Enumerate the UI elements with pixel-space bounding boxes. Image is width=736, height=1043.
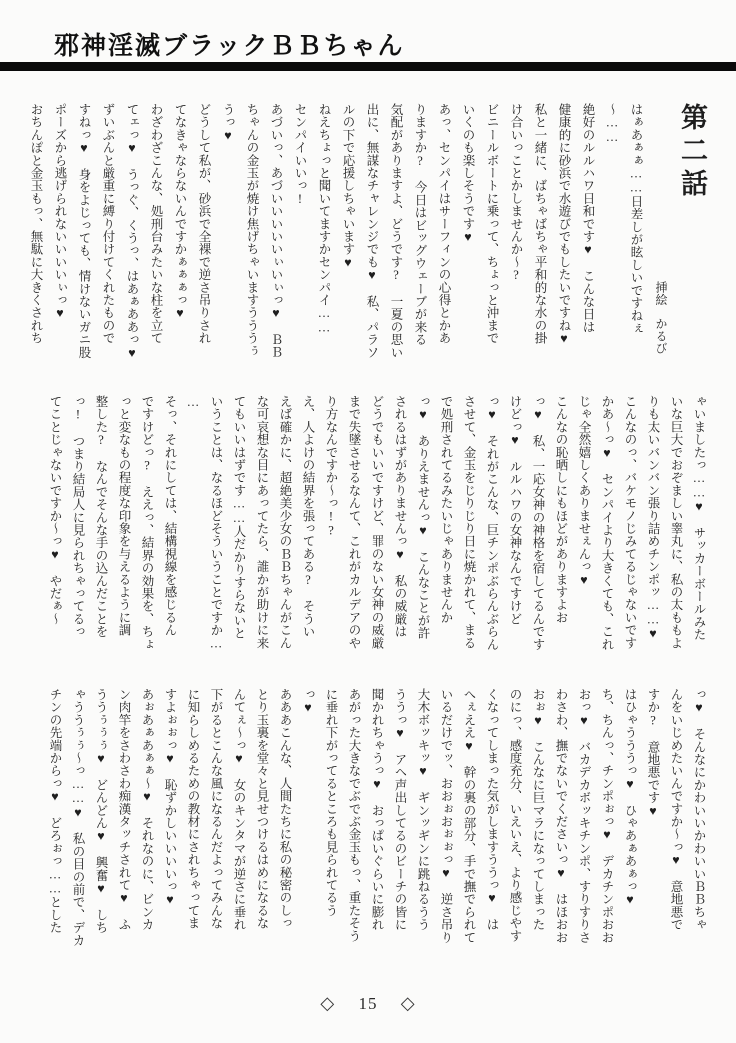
- text-column: ポーズから逃げられないいいいぃっ♥: [53, 103, 67, 321]
- text-column: 大木ボッキッ♥ ギンッギンに跳ねるうう: [416, 688, 430, 931]
- text-column: っ♥ そんなにかわいいかわいいＢＢちゃ: [692, 688, 706, 931]
- text-column: わざわざこんな、処刑台みたいな柱を立て: [149, 103, 163, 345]
- chapter-heading: 第二話: [677, 103, 707, 202]
- text-column: りも太いバンバン張り詰めチンポッ……♥: [646, 395, 660, 641]
- text-column: へぇええ♥ 幹の裏の部分、手で撫でられて: [462, 688, 476, 944]
- text-column: えば確かに、超絶美少女のＢＢちゃんがこん: [278, 395, 292, 649]
- text-column: っ♥ それがこんな、巨チンポぶらんぶらん: [485, 395, 499, 651]
- text-column: どうでもいいですけど、罪のない女神の威厳: [370, 395, 384, 649]
- title-divider-bar: [0, 62, 736, 71]
- text-column: りますか? 今日はビッグウェーブが来る: [413, 103, 427, 346]
- text-column: な可哀想な目にあってたら、誰かが助けに来: [255, 395, 269, 649]
- text-column: ルの下で応援しちゃいます♥: [341, 103, 355, 270]
- text-column: とり玉裏を堂々と見せつけるはめになるな: [255, 688, 269, 930]
- text-column: 健康的に砂浜で水遊びでもしたいですね♥: [557, 103, 571, 346]
- text-column: させて、金玉をじりじり日に焼かれて、まる: [462, 395, 476, 649]
- text-column: 気配がありますよ、どうです? 一夏の思い: [389, 103, 403, 359]
- diamond-ornament-right: ◇: [400, 993, 416, 1013]
- text-column: くなってしまった気がしますううっ♥ は: [485, 688, 499, 931]
- text-column: っ♥ 私、一応女神の神格を宿してるんです: [531, 395, 545, 651]
- text-column: かあ〜っ♥ センパイより大きくても、これ: [600, 395, 614, 651]
- page-number: 15: [358, 994, 378, 1013]
- text-column: チンの先端からっ♥ どろぉっ……とした: [48, 688, 62, 934]
- text-column: ゃいましたっ……♥ サッカーボールみた: [692, 395, 706, 641]
- text-column: あづいっ、あづいいいいいぃいぃっ♥ ＢＢ: [269, 103, 283, 359]
- text-column: はぁあぁぁ……日差しが眩しいですねぇ: [629, 103, 643, 335]
- text-column: いうことは、なるほどそういうことですか…: [209, 395, 223, 651]
- text-column: けどっ♥ ルルハワの女神なんですけど: [508, 395, 522, 626]
- text-column: のにっ、感度充分、いえいえ、より感じやす: [508, 688, 522, 942]
- text-column: すねっ♥ 身をよじっても、情けないガニ股: [77, 103, 91, 359]
- text-column: てェっ♥ うっぐ、くうっ、はあぁああっ♥: [125, 103, 139, 360]
- text-column: あがった大きなでぶでぶ金玉もっ、重たそう: [347, 688, 361, 942]
- text-column: てなきゃならないんですかぁぁぁっ♥: [173, 103, 187, 321]
- text-column: 私と一緒に、ばちゃばちゃ平和的な水の掛: [533, 103, 547, 345]
- text-column: まで失墜させるなんて、これがカルデアのや: [347, 395, 361, 649]
- text-column: え、人よけの結界を張ってある? そうい: [301, 395, 315, 638]
- text-column: おちんぽと金玉もっ、無駄に大きくされち: [29, 103, 43, 345]
- text-column: ずいぶんと厳重に縛り付けてくれたもので: [101, 103, 115, 345]
- text-column: ゃううぅぅ〜っ……♥ 私の目の前で、デカ: [71, 688, 85, 947]
- text-column: っ! つまり結局人に見られちゃってるっ: [71, 395, 85, 638]
- text-column: 整した? なんでそんな手の込んだことを: [94, 395, 108, 638]
- text-column: おぉ♥ こんなに巨マラになってしまった: [531, 688, 545, 931]
- illustration-credit: 挿絵 かるび: [654, 281, 668, 355]
- text-column: こんなのっ、バケモノじみてるじゃないです: [623, 395, 637, 649]
- text-column: 出に、無謀なチャレンジでも♥ 私、パラソ: [365, 103, 379, 359]
- text-column: わさわ、撫でないでくださいっ♥ はほおお: [554, 688, 568, 944]
- text-column: っ♥: [301, 688, 315, 715]
- text-column: け合いっことかしませんか〜?: [509, 103, 523, 283]
- page-footer: [0, 993, 736, 1014]
- text-column: はひゃうううっ♥ ひゃあぁあぁっ♥: [623, 688, 637, 907]
- text-band-3: [43, 688, 710, 956]
- text-column: 絶好のルルハワ日和です♥ こんな日は: [581, 103, 595, 334]
- text-column: おっ♥ バカデカボッキチンポ、すりすりさ: [577, 688, 591, 944]
- text-column: うっ♥: [221, 103, 235, 143]
- text-column: んをいじめたいんですか〜っ♥ 意地悪で: [669, 688, 683, 931]
- text-column: いな巨大でおぞましい睾丸に、私の太ももよ: [669, 395, 683, 649]
- text-column: 下がるとこんな風になるんだよってみんな: [209, 688, 223, 930]
- text-column: ですけどっ? ええっ、結界の効果を、ちょ: [140, 395, 154, 651]
- text-column: いくのも楽しそうです♥: [461, 103, 475, 245]
- page-title: 邪神淫滅ブラックＢＢちゃん: [54, 33, 405, 60]
- text-column: あああこんな、人間たちに私の秘密のしっ: [278, 688, 292, 930]
- text-column: どうして私が、砂浜で全裸で逆さ吊りされ: [197, 103, 211, 345]
- text-column: に知らしめるための教材にされちゃってま: [186, 688, 200, 930]
- text-column: すよぉぉっ♥ 恥ずかしいいいいっ♥: [163, 688, 177, 907]
- diamond-ornament-left: ◇: [320, 993, 336, 1013]
- text-column: そっ、それにしては、結構視線を感じるん: [163, 395, 177, 637]
- text-column: てことじゃないですか〜っ♥ やだぁ〜: [48, 395, 62, 626]
- text-column: ビニールボートに乗って、ちょっと沖まで: [485, 103, 499, 345]
- text-column: てもいいはずです……人だかりすらないと: [232, 395, 246, 640]
- text-column: に垂れ下がってるところも見られてるう: [324, 688, 338, 917]
- text-column: ううっ♥ アヘ声出してるのビーチの皆に: [393, 688, 407, 931]
- text-column: されるはずがありませんっ♥ 私の威厳は: [393, 395, 407, 638]
- text-column: いるだけでッ、おおぉおぉぉっ♥ 逆さ吊り: [439, 688, 453, 944]
- text-column: ねえちょっと聞いてますかセンパイ……: [317, 103, 331, 335]
- text-column: り方なんですか〜っ!?: [324, 395, 338, 538]
- text-column: ン肉竿をさわさわ痴漢タッチされて♥ ふ: [117, 688, 131, 931]
- text-column: ううぅぅぅ♥ どんどん♥ 興奮♥ しち: [94, 688, 108, 934]
- text-column: あっ、センパイはサーフィンの心得とかあ: [437, 103, 451, 345]
- text-column: っと変なもの程度な印象を与えるように調: [117, 395, 131, 637]
- text-column: っ♥ ありえませんっ♥ こんなことが許: [416, 395, 430, 640]
- text-column: …: [186, 395, 200, 410]
- text-column: ちゃんの金玉が焼け焦げちゃいますうううぅ: [245, 103, 259, 357]
- text-band-2: [43, 395, 710, 663]
- text-band-1: [24, 103, 710, 371]
- text-column: 〜……: [605, 103, 619, 145]
- text-column: すか? 意地悪です♥: [646, 688, 660, 818]
- text-column: センパイいいっ!: [293, 103, 307, 207]
- text-column: あぉあぁあぁぁ〜♥ それなのに、ビンカ: [140, 688, 154, 931]
- text-column: んてぇ〜っ♥ 女のキンタマが逆さに垂れ: [232, 688, 246, 931]
- text-column: 聞かれちゃうっ♥ おっぱいぐらいに膨れ: [370, 688, 384, 931]
- text-column: ち、ちんっ、チンポぉっ♥ デカチンポおお: [600, 688, 614, 944]
- text-column: で処刑されてるみたいじゃありませんか: [439, 395, 453, 624]
- text-column: じゃ全然嬉しくありませぇんっ♥: [577, 395, 591, 587]
- text-column: こんなの恥晒しにもほどがありますよお: [554, 395, 568, 624]
